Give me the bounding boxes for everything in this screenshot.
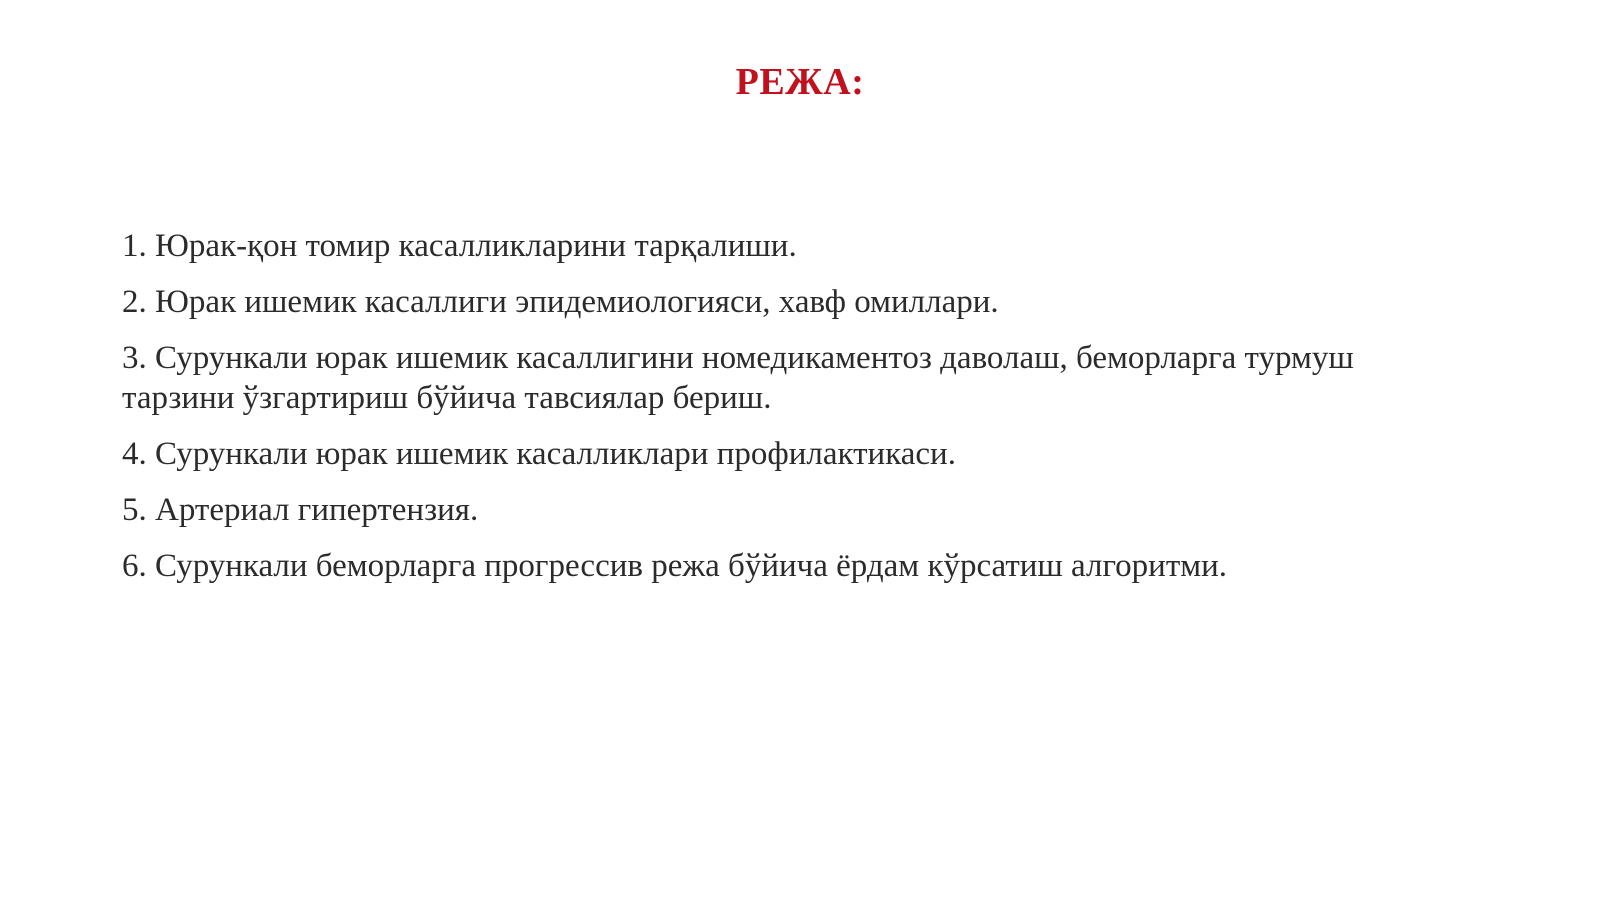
plan-item-6: 6. Сурункали беморларга прогрессив режа бўйича ёрдам кўрсатиш алгоритми. [122,548,1228,584]
plan-list [122,226,1442,602]
slide-title: РЕЖА: [735,61,865,103]
plan-item-3: 3. Сурункали юрак ишемик касаллигини номедикаментоз даволаш, беморларга турмуш тарзини ўзгартириш бўйича тавсиялар бериш. [122,340,1354,416]
plan-item-1: 1. Юрак-қон томир касалликларини тарқалиши. [122,228,797,264]
plan-item-2: 2. Юрак ишемик касаллиги эпидемиологияси, хавф омиллари. [122,284,999,320]
plan-item-4: 4. Сурункали юрак ишемик касалликлари профилактикаси. [122,436,956,472]
plan-item-5: 5. Артериал гипертензия. [122,492,479,528]
